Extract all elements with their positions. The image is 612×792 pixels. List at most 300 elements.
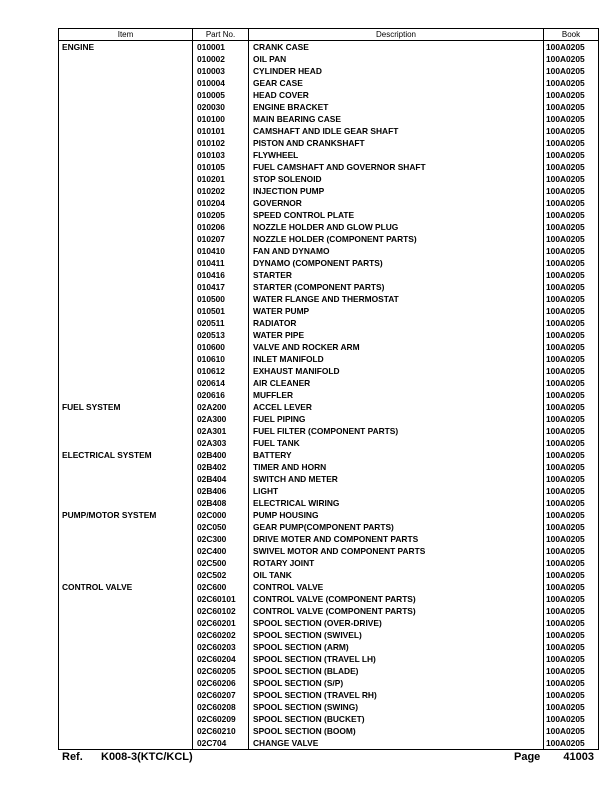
table-row	[59, 77, 599, 89]
book-cell: 100A0205	[544, 605, 599, 617]
item-cell	[59, 221, 193, 233]
ref-label: Ref.	[62, 751, 83, 763]
item-cell: ENGINE	[59, 41, 193, 54]
column-header-description: Description	[249, 29, 544, 41]
description-cell: CRANK CASE	[249, 41, 544, 54]
part-number-cell: 010001	[193, 41, 249, 54]
part-number-cell: 010005	[193, 89, 249, 101]
item-cell	[59, 425, 193, 437]
item-cell	[59, 677, 193, 689]
table-row	[59, 521, 599, 533]
book-cell: 100A0205	[544, 89, 599, 101]
item-cell	[59, 389, 193, 401]
item-cell	[59, 149, 193, 161]
part-number-cell: 020616	[193, 389, 249, 401]
part-number-cell: 02B402	[193, 461, 249, 473]
book-cell: 100A0205	[544, 533, 599, 545]
table-row	[59, 293, 599, 305]
part-number-cell: 010003	[193, 65, 249, 77]
part-number-cell: 010612	[193, 365, 249, 377]
book-cell: 100A0205	[544, 521, 599, 533]
description-cell: STOP SOLENOID	[249, 173, 544, 185]
table-row	[59, 593, 599, 605]
table-row	[59, 365, 599, 377]
part-number-cell: 02C050	[193, 521, 249, 533]
book-cell: 100A0205	[544, 497, 599, 509]
part-number-cell: 02C60210	[193, 725, 249, 737]
part-number-cell: 010500	[193, 293, 249, 305]
description-cell: WATER PIPE	[249, 329, 544, 341]
table-row	[59, 425, 599, 437]
page-number: 41003	[563, 751, 594, 763]
book-cell: 100A0205	[544, 365, 599, 377]
ref-value: K008-3(KTC/KCL)	[101, 751, 193, 763]
part-number-cell: 02C500	[193, 557, 249, 569]
table-row	[59, 401, 599, 413]
table-row	[59, 149, 599, 161]
description-cell: AIR CLEANER	[249, 377, 544, 389]
description-cell: FUEL FILTER (COMPONENT PARTS)	[249, 425, 544, 437]
table-row	[59, 113, 599, 125]
book-cell: 100A0205	[544, 173, 599, 185]
item-cell	[59, 185, 193, 197]
item-cell	[59, 653, 193, 665]
book-cell: 100A0205	[544, 113, 599, 125]
item-cell	[59, 329, 193, 341]
description-cell: LIGHT	[249, 485, 544, 497]
part-number-cell: 02B404	[193, 473, 249, 485]
table-row	[59, 173, 599, 185]
description-cell: MUFFLER	[249, 389, 544, 401]
book-cell: 100A0205	[544, 485, 599, 497]
book-cell: 100A0205	[544, 53, 599, 65]
table-row	[59, 689, 599, 701]
book-cell: 100A0205	[544, 305, 599, 317]
item-cell	[59, 245, 193, 257]
item-cell	[59, 617, 193, 629]
item-cell	[59, 281, 193, 293]
book-cell: 100A0205	[544, 341, 599, 353]
description-cell: MAIN BEARING CASE	[249, 113, 544, 125]
part-number-cell: 010501	[193, 305, 249, 317]
item-cell	[59, 233, 193, 245]
item-cell	[59, 293, 193, 305]
table-row	[59, 245, 599, 257]
book-cell: 100A0205	[544, 653, 599, 665]
table-row	[59, 725, 599, 737]
book-cell: 100A0205	[544, 101, 599, 113]
description-cell: STARTER	[249, 269, 544, 281]
table-row	[59, 197, 599, 209]
description-cell: SWIVEL MOTOR AND COMPONENT PARTS	[249, 545, 544, 557]
description-cell: SPOOL SECTION (SWIVEL)	[249, 629, 544, 641]
item-cell	[59, 353, 193, 365]
table-row	[59, 65, 599, 77]
table-row	[59, 329, 599, 341]
table-row	[59, 497, 599, 509]
item-cell	[59, 725, 193, 737]
part-number-cell: 02B408	[193, 497, 249, 509]
item-cell	[59, 161, 193, 173]
description-cell: GEAR CASE	[249, 77, 544, 89]
item-cell: ELECTRICAL SYSTEM	[59, 449, 193, 461]
table-row	[59, 461, 599, 473]
table-row	[59, 581, 599, 593]
part-number-cell: 02C502	[193, 569, 249, 581]
description-cell: ACCEL LEVER	[249, 401, 544, 413]
parts-index-table	[58, 28, 599, 750]
item-cell: PUMP/MOTOR SYSTEM	[59, 509, 193, 521]
part-number-cell: 010610	[193, 353, 249, 365]
part-number-cell: 02C60101	[193, 593, 249, 605]
book-cell: 100A0205	[544, 581, 599, 593]
item-cell	[59, 437, 193, 449]
item-cell: CONTROL VALVE	[59, 581, 193, 593]
book-cell: 100A0205	[544, 401, 599, 413]
table-row	[59, 665, 599, 677]
table-row	[59, 389, 599, 401]
part-number-cell: 010206	[193, 221, 249, 233]
table-row	[59, 53, 599, 65]
table-row	[59, 509, 599, 521]
table-row	[59, 281, 599, 293]
item-cell	[59, 77, 193, 89]
book-cell: 100A0205	[544, 77, 599, 89]
description-cell: SPOOL SECTION (SWING)	[249, 701, 544, 713]
item-cell	[59, 65, 193, 77]
part-number-cell: 020513	[193, 329, 249, 341]
item-cell	[59, 689, 193, 701]
table-row	[59, 257, 599, 269]
book-cell: 100A0205	[544, 509, 599, 521]
book-cell: 100A0205	[544, 713, 599, 725]
description-cell: PUMP HOUSING	[249, 509, 544, 521]
description-cell: CONTROL VALVE (COMPONENT PARTS)	[249, 605, 544, 617]
description-cell: SPOOL SECTION (OVER-DRIVE)	[249, 617, 544, 629]
table-row	[59, 317, 599, 329]
part-number-cell: 010207	[193, 233, 249, 245]
item-cell	[59, 485, 193, 497]
table-row	[59, 605, 599, 617]
book-cell: 100A0205	[544, 737, 599, 750]
table-row	[59, 209, 599, 221]
description-cell: FAN AND DYNAMO	[249, 245, 544, 257]
description-cell: CONTROL VALVE (COMPONENT PARTS)	[249, 593, 544, 605]
book-cell: 100A0205	[544, 389, 599, 401]
item-cell	[59, 53, 193, 65]
table-row	[59, 617, 599, 629]
column-header-book: Book	[544, 29, 599, 41]
item-cell	[59, 569, 193, 581]
table-row	[59, 653, 599, 665]
table-row	[59, 449, 599, 461]
part-number-cell: 02B406	[193, 485, 249, 497]
table-row	[59, 305, 599, 317]
table-row	[59, 125, 599, 137]
part-number-cell: 02C400	[193, 545, 249, 557]
table-row	[59, 89, 599, 101]
part-number-cell: 010204	[193, 197, 249, 209]
item-cell	[59, 317, 193, 329]
item-cell	[59, 209, 193, 221]
description-cell: RADIATOR	[249, 317, 544, 329]
table-row	[59, 185, 599, 197]
book-cell: 100A0205	[544, 137, 599, 149]
table-row	[59, 413, 599, 425]
book-cell: 100A0205	[544, 329, 599, 341]
item-cell	[59, 377, 193, 389]
description-cell: INLET MANIFOLD	[249, 353, 544, 365]
part-number-cell: 02C60204	[193, 653, 249, 665]
table-row	[59, 269, 599, 281]
description-cell: SPOOL SECTION (ARM)	[249, 641, 544, 653]
item-cell	[59, 521, 193, 533]
item-cell	[59, 557, 193, 569]
book-cell: 100A0205	[544, 701, 599, 713]
book-cell: 100A0205	[544, 437, 599, 449]
page-label: Page	[514, 751, 541, 763]
part-number-cell: 010004	[193, 77, 249, 89]
item-cell	[59, 269, 193, 281]
part-number-cell: 02C60102	[193, 605, 249, 617]
book-cell: 100A0205	[544, 665, 599, 677]
part-number-cell: 020030	[193, 101, 249, 113]
table-row	[59, 161, 599, 173]
item-cell	[59, 713, 193, 725]
table-row	[59, 377, 599, 389]
description-cell: OIL PAN	[249, 53, 544, 65]
part-number-cell: 010600	[193, 341, 249, 353]
description-cell: NOZZLE HOLDER AND GLOW PLUG	[249, 221, 544, 233]
part-number-cell: 010410	[193, 245, 249, 257]
table-row	[59, 701, 599, 713]
book-cell: 100A0205	[544, 269, 599, 281]
description-cell: FUEL CAMSHAFT AND GOVERNOR SHAFT	[249, 161, 544, 173]
part-number-cell: 02C60205	[193, 665, 249, 677]
table-row	[59, 713, 599, 725]
part-number-cell: 02C60209	[193, 713, 249, 725]
part-number-cell: 02B400	[193, 449, 249, 461]
book-cell: 100A0205	[544, 293, 599, 305]
table-row	[59, 641, 599, 653]
description-cell: ENGINE BRACKET	[249, 101, 544, 113]
item-cell	[59, 113, 193, 125]
table-row	[59, 533, 599, 545]
description-cell: ELECTRICAL WIRING	[249, 497, 544, 509]
item-cell	[59, 341, 193, 353]
part-number-cell: 010202	[193, 185, 249, 197]
part-number-cell: 02C60202	[193, 629, 249, 641]
description-cell: EXHAUST MANIFOLD	[249, 365, 544, 377]
description-cell: DRIVE MOTER AND COMPONENT PARTS	[249, 533, 544, 545]
item-cell	[59, 137, 193, 149]
description-cell: SPOOL SECTION (TRAVEL LH)	[249, 653, 544, 665]
part-number-cell: 010002	[193, 53, 249, 65]
book-cell: 100A0205	[544, 449, 599, 461]
item-cell	[59, 497, 193, 509]
column-header-item: Item	[59, 29, 193, 41]
item-cell	[59, 125, 193, 137]
column-header-part-no: Part No.	[193, 29, 249, 41]
book-cell: 100A0205	[544, 197, 599, 209]
part-number-cell: 02C60207	[193, 689, 249, 701]
item-cell	[59, 593, 193, 605]
part-number-cell: 010100	[193, 113, 249, 125]
description-cell: STARTER (COMPONENT PARTS)	[249, 281, 544, 293]
item-cell	[59, 413, 193, 425]
description-cell: TIMER AND HORN	[249, 461, 544, 473]
part-number-cell: 010411	[193, 257, 249, 269]
table-row	[59, 473, 599, 485]
description-cell: FUEL TANK	[249, 437, 544, 449]
part-number-cell: 02C60203	[193, 641, 249, 653]
description-cell: SPOOL SECTION (TRAVEL RH)	[249, 689, 544, 701]
part-number-cell: 010205	[193, 209, 249, 221]
part-number-cell: 02A301	[193, 425, 249, 437]
description-cell: VALVE AND ROCKER ARM	[249, 341, 544, 353]
item-cell	[59, 533, 193, 545]
book-cell: 100A0205	[544, 413, 599, 425]
description-cell: INJECTION PUMP	[249, 185, 544, 197]
table-row	[59, 545, 599, 557]
table-row	[59, 677, 599, 689]
book-cell: 100A0205	[544, 317, 599, 329]
table-row	[59, 737, 599, 750]
part-number-cell: 02C300	[193, 533, 249, 545]
book-cell: 100A0205	[544, 617, 599, 629]
table-row	[59, 137, 599, 149]
item-cell	[59, 197, 193, 209]
description-cell: BATTERY	[249, 449, 544, 461]
part-number-cell: 02A200	[193, 401, 249, 413]
book-cell: 100A0205	[544, 353, 599, 365]
book-cell: 100A0205	[544, 65, 599, 77]
book-cell: 100A0205	[544, 629, 599, 641]
table-row	[59, 353, 599, 365]
table-row	[59, 341, 599, 353]
part-number-cell: 02C000	[193, 509, 249, 521]
table-row	[59, 557, 599, 569]
book-cell: 100A0205	[544, 221, 599, 233]
book-cell: 100A0205	[544, 425, 599, 437]
description-cell: NOZZLE HOLDER (COMPONENT PARTS)	[249, 233, 544, 245]
book-cell: 100A0205	[544, 569, 599, 581]
part-number-cell: 02A300	[193, 413, 249, 425]
description-cell: SWITCH AND METER	[249, 473, 544, 485]
item-cell	[59, 257, 193, 269]
book-cell: 100A0205	[544, 545, 599, 557]
description-cell: DYNAMO (COMPONENT PARTS)	[249, 257, 544, 269]
description-cell: SPEED CONTROL PLATE	[249, 209, 544, 221]
part-number-cell: 02A303	[193, 437, 249, 449]
description-cell: SPOOL SECTION (BOOM)	[249, 725, 544, 737]
page-footer	[62, 751, 594, 765]
description-cell: PISTON AND CRANKSHAFT	[249, 137, 544, 149]
book-cell: 100A0205	[544, 281, 599, 293]
part-number-cell: 02C60208	[193, 701, 249, 713]
description-cell: SPOOL SECTION (S/P)	[249, 677, 544, 689]
description-cell: FLYWHEEL	[249, 149, 544, 161]
book-cell: 100A0205	[544, 233, 599, 245]
description-cell: OIL TANK	[249, 569, 544, 581]
part-number-cell: 010417	[193, 281, 249, 293]
item-cell	[59, 89, 193, 101]
book-cell: 100A0205	[544, 185, 599, 197]
table-row	[59, 101, 599, 113]
item-cell: FUEL SYSTEM	[59, 401, 193, 413]
description-cell: CHANGE VALVE	[249, 737, 544, 750]
book-cell: 100A0205	[544, 161, 599, 173]
book-cell: 100A0205	[544, 593, 599, 605]
book-cell: 100A0205	[544, 689, 599, 701]
item-cell	[59, 737, 193, 750]
item-cell	[59, 461, 193, 473]
table-row	[59, 437, 599, 449]
book-cell: 100A0205	[544, 557, 599, 569]
book-cell: 100A0205	[544, 257, 599, 269]
item-cell	[59, 665, 193, 677]
part-number-cell: 010101	[193, 125, 249, 137]
item-cell	[59, 701, 193, 713]
item-cell	[59, 545, 193, 557]
part-number-cell: 010201	[193, 173, 249, 185]
part-number-cell: 020614	[193, 377, 249, 389]
item-cell	[59, 605, 193, 617]
description-cell: GEAR PUMP(COMPONENT PARTS)	[249, 521, 544, 533]
part-number-cell: 02C60206	[193, 677, 249, 689]
item-cell	[59, 101, 193, 113]
description-cell: WATER PUMP	[249, 305, 544, 317]
book-cell: 100A0205	[544, 677, 599, 689]
part-number-cell: 010416	[193, 269, 249, 281]
description-cell: ROTARY JOINT	[249, 557, 544, 569]
item-cell	[59, 641, 193, 653]
table-row	[59, 41, 599, 54]
description-cell: CAMSHAFT AND IDLE GEAR SHAFT	[249, 125, 544, 137]
item-cell	[59, 629, 193, 641]
book-cell: 100A0205	[544, 473, 599, 485]
book-cell: 100A0205	[544, 641, 599, 653]
part-number-cell: 010102	[193, 137, 249, 149]
table-row	[59, 629, 599, 641]
description-cell: HEAD COVER	[249, 89, 544, 101]
part-number-cell: 02C600	[193, 581, 249, 593]
description-cell: CONTROL VALVE	[249, 581, 544, 593]
book-cell: 100A0205	[544, 125, 599, 137]
table-row	[59, 221, 599, 233]
description-cell: SPOOL SECTION (BUCKET)	[249, 713, 544, 725]
book-cell: 100A0205	[544, 461, 599, 473]
table-row	[59, 569, 599, 581]
table-header-row	[59, 29, 599, 41]
part-number-cell: 020511	[193, 317, 249, 329]
item-cell	[59, 473, 193, 485]
part-number-cell: 010103	[193, 149, 249, 161]
book-cell: 100A0205	[544, 377, 599, 389]
part-number-cell: 02C704	[193, 737, 249, 750]
description-cell: GOVERNOR	[249, 197, 544, 209]
book-cell: 100A0205	[544, 209, 599, 221]
book-cell: 100A0205	[544, 245, 599, 257]
description-cell: CYLINDER HEAD	[249, 65, 544, 77]
table-row	[59, 485, 599, 497]
part-number-cell: 02C60201	[193, 617, 249, 629]
book-cell: 100A0205	[544, 41, 599, 54]
book-cell: 100A0205	[544, 149, 599, 161]
part-number-cell: 010105	[193, 161, 249, 173]
item-cell	[59, 173, 193, 185]
book-cell: 100A0205	[544, 725, 599, 737]
